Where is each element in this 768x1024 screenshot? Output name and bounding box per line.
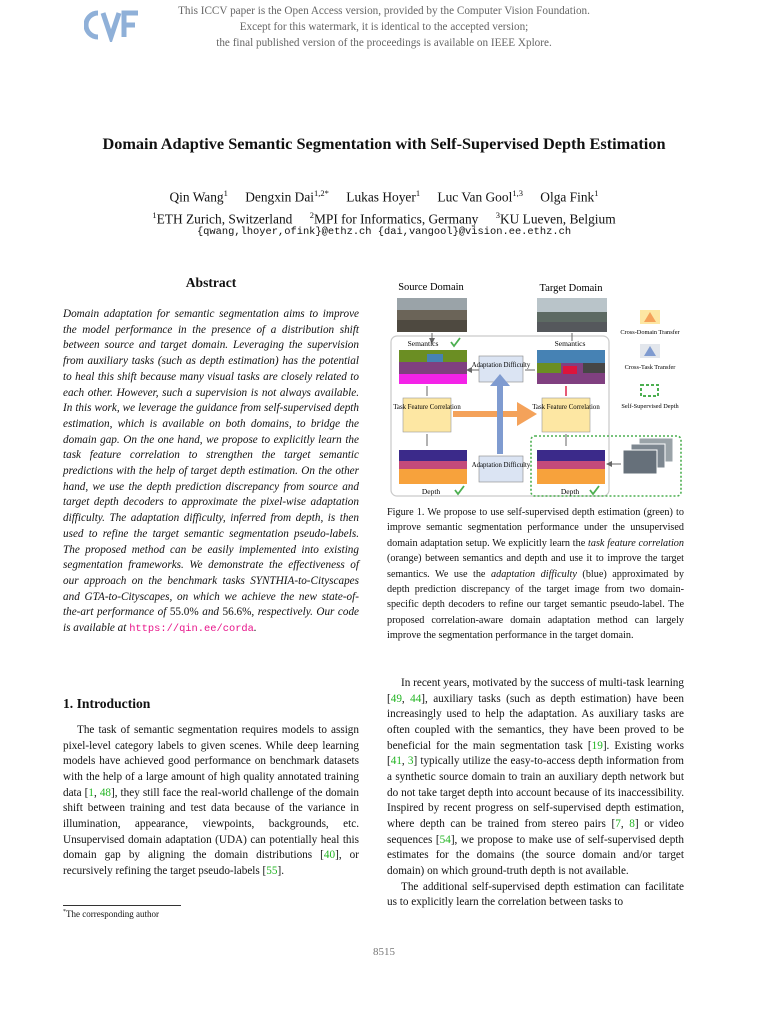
figure-1 [387,278,687,500]
author-line [0,184,768,206]
target-semantic-map [537,350,605,384]
abstract-tail: , respectively. Our code is available at [63,606,360,635]
citation[interactable]: 7 [615,817,621,830]
caption-emphasis: task feature correlation [588,537,684,549]
source-image [397,298,467,332]
intro-right-column [387,676,684,911]
intro-text: In recent years, motivated by the success of multi-task learning [ [387,677,684,705]
intro-text: ], or recursively refining the target pseudo-labels [ [63,849,359,877]
author-name: Lukas Hoyer [346,189,416,205]
caption-emphasis: adaptation difficulty [491,568,577,580]
watermark-line: Except for this watermark, it is identical to the accepted version; [239,21,529,33]
watermark-line: the final published version of the proceedings is available on IEEE Xplore. [216,37,552,49]
intro-text: ], auxiliary tasks (such as depth estimation) have been increasingly used to help the adaptation. As auxiliary tasks are often coupled with the semantics, they have been proved to be beneficial for the main segmentation task [ [387,692,685,752]
citation[interactable]: 8 [629,817,635,830]
intro-text: ] typically utilize the easy-to-access depth information from a synthetic source domain to train an auxiliary depth network but do not take target depth into account because of its inaccessibility. Inspired by recent progress on self-supervised depth estimation, where depth can be trained from stereo pairs [ [387,755,684,830]
source-semantic-map [399,350,467,384]
citation[interactable]: 3 [407,755,414,768]
abstract-and: and [202,606,219,619]
intro-text: ]. Existing works [ [387,739,684,768]
author-sup: 1 [223,188,228,198]
citation[interactable]: 55 [266,864,278,877]
footnote-text: The corresponding author [66,909,159,919]
abstract-body [63,307,359,638]
citation[interactable]: 49 [390,692,402,705]
self-supervised-depth-legend-icon [641,385,658,396]
intro-text: ] or video sequences [ [387,817,685,846]
task-feature-label: Task Feature Correlation [532,404,600,411]
depth-label: Depth [560,487,580,496]
abstract-heading: Abstract [185,275,237,290]
legend [620,310,680,410]
intro-paragraph: The task of semantic segmentation requires models to assign pixel-level category labels to given scenes. While deep learning models have achieved good performance on benchmark datasets with the help of a large amount of high quality annotated training data [1, 48], they still face the real-world challenge of the domain shift between training and test data because of the variance in illumination, appearance, viewpoints, backgrounds, etc. Unsupervised domain adaptation (UDA) can potentially heal this domain gap by aligning the domain distributions [40], or recursively refining the target pseudo-labels [55]. [63,724,360,877]
footnote-rule [63,905,181,906]
figure-caption [387,505,684,644]
abstract-pct: 56.6% [222,606,252,619]
footnote [63,909,159,919]
author-sup: 1,2* [314,188,329,198]
affiliation: MPI for Informatics, Germany [313,211,479,227]
semantics-label: Semantics [554,339,586,348]
check-icon [455,486,464,494]
legend-item: Cross-Domain Transfer [620,329,680,336]
author-block [0,184,768,229]
section-heading: 1. Introduction [63,696,151,711]
intro-paragraph: In recent years, motivated by the success of multi-task learning [49, 44], auxiliary tasks (such as depth estimation) have been increasingly used to help the adaptation. As auxiliary tasks are often coupled with the semantics, they have been proved to be beneficial for the main segmentation task [19]. Existing works [41, 3] typically utilize the easy-to-access depth information from a synthetic source domain to train an auxiliary depth network but do not take target depth into account because of its inaccessibility. Inspired by recent progress on self-supervised depth estimation, where depth can be trained from stereo pairs [7, 8] or video sequences [54], we propose to make use of self-supervised depth estimates for the domains (the source domain and/or target domain) on which ground-truth depth is not available. [387,677,685,877]
author-name: Dengxin Dai [245,189,315,205]
author-name: Luc Van Gool [437,189,513,205]
caption-text: (blue) approximated by depth prediction discrepancy of the target image from two domain-specific depth decoders to refine our target semantic pseudo-label. The proposed correlation-aware domain adaptation method can largely improve the segmentation performance in the target domain. [387,568,684,642]
citation[interactable]: 44 [410,692,422,705]
intro-text: ], we propose to make use of self-supervised depth estimates for the domains (the source domain and/or target domain) on which ground-truth depth is not available. [387,833,685,877]
author-name: Olga Fink [540,189,595,205]
citation[interactable]: 41 [390,755,402,768]
footnote-mark: * [63,909,66,915]
author-sup: 1 [594,188,599,198]
cvf-logo [84,8,140,42]
author-sup: 1,3 [512,188,523,198]
paper-title: Domain Adaptive Semantic Segmentation with Self-Supervised Depth Estimation [102,134,666,153]
caption-text: (orange) between semantics and depth and use it to improve the target semantics. We use the [387,553,684,580]
citation[interactable]: 54 [439,833,451,846]
affiliation-sup: 2 [309,210,314,221]
target-domain-label: Target Domain [539,283,603,294]
intro-paragraph: The additional self-supervised depth estimation can facilitate us to explicitly learn the correlation between tasks to [387,880,684,909]
citation[interactable]: 40 [323,849,336,862]
check-icon [590,486,599,494]
citation[interactable]: 1 [88,786,94,799]
legend-item: Self-Supervised Depth [621,403,679,410]
abstract-text: Domain adaptation for semantic segmentation aims to improve the model performance in the presence of a distribution shift between source and target domain. Leveraging the supervision from auxiliary tasks (such as depth estimation) has the potential to heal this shift because many visual tasks are closely related to each other. However, such a supervision is not always available. In this work, we leverage the guidance from self-supervised depth estimation, which is available on both domains, to bridge the domain gap. On the one hand, we propose to explicitly learn the task feature correlation to strengthen the target semantic predictions with the help of target depth estimation. On the other hand, we use the depth prediction discrepancy from source and target depth decoders to approximate the pixel-wise adaptation difficulty. The adaptation difficulty, inferred from depth, is then used to refine the target semantic segmentation pseudo-labels. The proposed method can be easily implemented into existing segmentation frameworks. We demonstrate the effectiveness of our approach on the benchmark tasks SYNTHIA-to-Cityscapes and GTA-to-Cityscapes, on which we achieve the new state-of-the-art performance of [63,308,359,619]
intro-text: ], they still face the real-world challenge of the domain shift between training and test data because of the variance in illumination, appearance, viewpoints, backgrounds, etc. Unsupervised domain adaptation (UDA) can potentially heal this domain gap by aligning the domain distributions [ [63,786,360,862]
source-domain-label: Source Domain [398,282,464,293]
target-image [537,298,607,332]
semantics-label: Semantics [407,339,439,348]
author-emails: {qwang,lhoyer,ofink}@ethz.ch {dai,vangool}@vision.ee.ethz.ch [196,226,572,238]
source-depth-map [399,450,467,484]
abstract-end: . [253,622,257,635]
check-icon [451,338,460,346]
citation[interactable]: 19 [591,739,603,752]
adaptation-difficulty-label: Adaptation Difficulty [471,362,531,369]
caption-label: Figure 1. [387,507,425,518]
code-link[interactable]: https://qin.ee/corda [129,623,254,636]
author-sup: 1 [415,188,421,198]
task-feature-label: Task Feature Correlation [393,404,461,411]
affiliation-sup: 1 [152,210,157,221]
legend-item: Cross-Task Transfer [624,364,676,371]
target-depth-map [537,450,605,484]
author-name: Qin Wang [169,189,224,205]
citation[interactable]: 48 [99,786,111,799]
intro-text: ]. [277,864,284,877]
video-frames [623,438,673,474]
watermark-line: This ICCV paper is the Open Access version, provided by the Computer Vision Foundation. [178,5,590,17]
abstract-pct: 55.0% [169,606,199,619]
affiliation: ETH Zurich, Switzerland [156,211,293,227]
adaptation-difficulty-label: Adaptation Difficulty [471,462,531,469]
affiliation: KU Lueven, Belgium [499,211,616,227]
depth-label: Depth [421,487,441,496]
intro-text: The task of semantic segmentation requires models to assign pixel-level category labels to given scenes. While deep learning models have achieved good performance on benchmark datasets with the help of a large amount of high quality annotated training data [ [63,724,359,799]
caption-text: We propose to use self-supervised depth estimation (green) to improve semantic segmentation performance under the unsupervised domain adaptation setup. We explicitly learn the [387,507,684,549]
page-number: 8515 [373,946,395,958]
affiliation-sup: 3 [495,210,500,221]
